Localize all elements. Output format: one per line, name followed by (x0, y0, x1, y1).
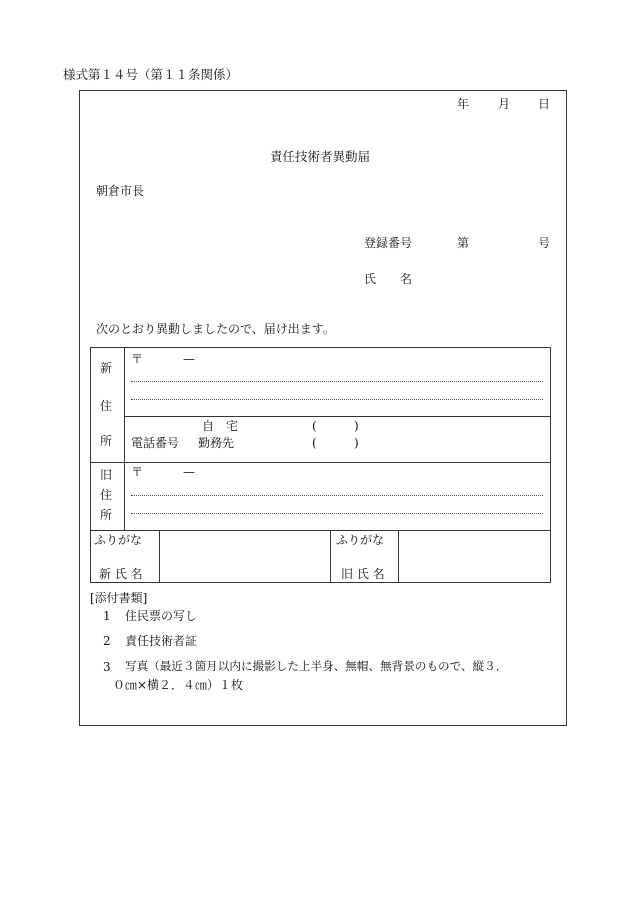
old-address-label-2: 住 (100, 488, 113, 502)
furigana-left-label: ふりがな (94, 533, 143, 547)
table-col-divider (330, 530, 331, 583)
table-row-divider (124, 416, 551, 417)
statement: 次のとおり異動しましたので、届け出ます。 (96, 322, 335, 336)
form-number: 様式第１４号（第１１条関係） (63, 67, 239, 82)
date-month: 月 (498, 97, 511, 111)
table-col-divider (159, 530, 160, 583)
work-paren-open: ( (312, 436, 317, 450)
new-address-dotted-line (131, 381, 543, 382)
attachment-text: 責任技術者証 (125, 634, 198, 648)
table-label-divider (124, 347, 125, 530)
home-paren-close: ) (354, 419, 359, 433)
registration-dai: 第 (457, 236, 470, 250)
table-row-divider (90, 462, 551, 463)
attachment-text-continued: ０㎝×横２．４㎝）１枚 (113, 678, 244, 692)
home-label: 自 宅 (202, 419, 239, 433)
new-postal-dash: — (183, 352, 195, 366)
document-title: 責任技術者異動届 (270, 149, 371, 164)
old-address-dotted-line (131, 513, 543, 514)
new-address-dotted-line (131, 399, 543, 400)
attachment-num: 1 (103, 609, 111, 623)
phone-label: 電話番号 (131, 436, 180, 450)
new-name-label: 新 氏 名 (99, 567, 143, 581)
old-address-label-1: 旧 (100, 468, 113, 482)
old-postal-dash: — (183, 465, 195, 479)
old-address-dotted-line (131, 495, 543, 496)
old-postal-mark: 〒 (131, 465, 144, 479)
work-label: 勤務先 (198, 436, 235, 450)
date-year: 年 (457, 97, 470, 111)
registration-label: 登録番号 (364, 236, 413, 250)
registration-go: 号 (538, 236, 551, 250)
new-address-label-2: 住 (100, 399, 113, 413)
attachment-num: 2 (103, 634, 111, 648)
furigana-right-label: ふりがな (336, 533, 385, 547)
old-address-label-3: 所 (100, 508, 113, 522)
attachment-num: 3 (103, 660, 111, 674)
home-paren-open: ( (312, 419, 317, 433)
attachment-text: 住民票の写し (125, 609, 198, 623)
work-paren-close: ) (354, 436, 359, 450)
new-address-label-1: 新 (100, 361, 113, 375)
date-day: 日 (538, 97, 551, 111)
table-col-divider (398, 530, 399, 583)
attachment-text: 写真（最近３箇月以内に撮影した上半身、無帽、無背景のもので、縦３． (125, 659, 508, 673)
attachments-heading: [添付書類] (90, 591, 148, 605)
old-name-label: 旧 氏 名 (341, 567, 385, 581)
name-label: 氏 名 (364, 272, 413, 286)
new-postal-mark: 〒 (131, 352, 144, 366)
new-address-label-3: 所 (100, 434, 113, 448)
addressee: 朝倉市長 (96, 184, 145, 198)
